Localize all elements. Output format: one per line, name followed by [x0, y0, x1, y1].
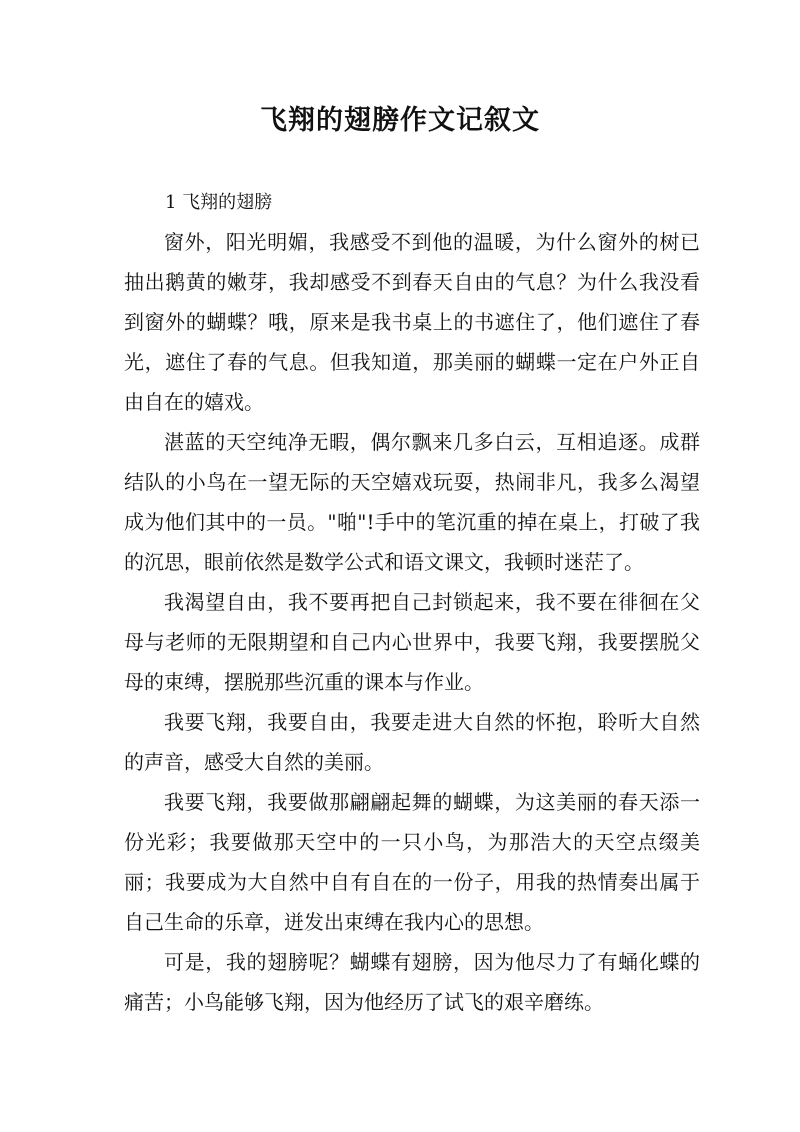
paragraph: 我渴望自由，我不要再把自己封锁起来，我不要在徘徊在父母与老师的无限期望和自己内心世界中，我要飞翔，我要摆脱父母的束缚，摆脱那些沉重的课本与作业。: [124, 590, 700, 694]
paragraph: 湛蓝的天空纯净无暇，偶尔飘来几多白云，互相追逐。成群结队的小鸟在一望无际的天空嬉戏玩耍，热闹非凡，我多么渴望成为他们其中的一员。"啪"!手中的笔沉重的掉在桌上，打破了我的沉思，眼前依然是数学公式和语文课文，我顿时迷茫了。: [124, 430, 700, 574]
paragraph: 我要飞翔，我要做那翩翩起舞的蝴蝶，为这美丽的春天添一份光彩；我要做那天空中的一只小鸟，为那浩大的天空点缀美丽；我要成为大自然中自有自在的一份子，用我的热情奏出属于自己生命的乐章，迸发出束缚在我内心的思想。: [124, 790, 700, 934]
document-title: 飞翔的翅膀作文记叙文: [260, 105, 540, 136]
document-body: [124, 222, 700, 1022]
paragraph: 可是，我的翅膀呢？蝴蝶有翅膀，因为他尽力了有蛹化蝶的痛苦；小鸟能够飞翔，因为他经历了试飞的艰辛磨练。: [124, 950, 700, 1014]
paragraph: 我要飞翔，我要自由，我要走进大自然的怀抱，聆听大自然的声音，感受大自然的美丽。: [124, 710, 700, 774]
paragraph: 窗外，阳光明媚，我感受不到他的温暖，为什么窗外的树已抽出鹅黄的嫩芽，我却感受不到春天自由的气息？为什么我没看到窗外的蝴蝶？哦，原来是我书桌上的书遮住了，他们遮住了春光，遮住了春的气息。但我知道，那美丽的蝴蝶一定在户外正自由自在的嬉戏。: [124, 230, 700, 414]
section-heading: 1 飞翔的翅膀: [165, 192, 273, 213]
